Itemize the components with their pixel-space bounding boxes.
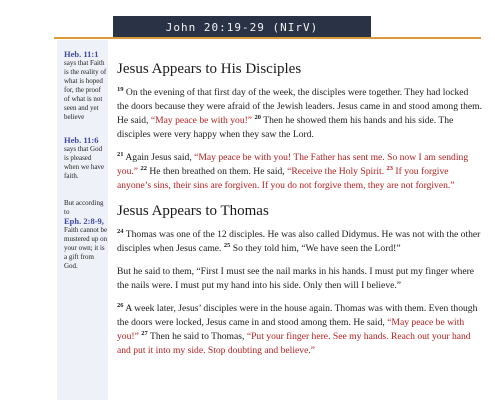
verse-text: A week later, Jesus’ disciples were in the house again. Thomas was with them. Even though the doors were locked, Jesus came in and stood among them. He said, xyxy=(117,303,478,328)
note-text: says that God is pleased when we have faith. xyxy=(64,145,105,180)
verse-number: 22 xyxy=(140,164,147,172)
header-divider xyxy=(54,37,481,39)
paragraph-verse-24-25 xyxy=(117,228,482,256)
section-heading: Jesus Appears to His Disciples xyxy=(117,61,302,77)
verse-number: 26 xyxy=(117,301,124,309)
verse-text: Then he showed them his hands and his side. The disciples were very happy when they saw the Lord. xyxy=(117,115,454,140)
jesus-words: “May peace be with you! The Father has sent me. So now I am sending you.” xyxy=(117,152,469,177)
verse-text: But he said to them, “First I must see the nail marks in his hands. I must put my finger where the nails were. I must put my hand into his side. Only then will I believe.” xyxy=(117,266,475,291)
verse-text: Then he said to Thomas, xyxy=(149,331,245,342)
paragraph-verse-19-20 xyxy=(117,86,482,142)
verse-number: 27 xyxy=(141,329,148,337)
note-text: says that Faith is the reality of what is hoped for, the proof of what is not seen and yet believe xyxy=(64,59,107,121)
verse-text: He then breathed on them. He said, xyxy=(149,166,285,177)
passage-reference: John 20:19-29 (NIrV) xyxy=(165,20,319,34)
verse-number: 19 xyxy=(117,85,124,93)
verse-number: 21 xyxy=(117,150,124,158)
paragraph-verse-26-27 xyxy=(117,302,482,358)
jesus-words: “May peace be with you!” xyxy=(117,317,465,342)
verse-text: So they told him, “We have seen the Lord!” xyxy=(232,243,401,254)
verse-number: 23 xyxy=(386,164,394,172)
sidebar-note-eph-2-8-9 xyxy=(64,199,108,271)
note-reference[interactable]: Heb. 11:6 xyxy=(64,135,99,145)
verse-text: Again Jesus said, xyxy=(125,152,192,163)
note-reference[interactable]: Eph. 2:8-9, xyxy=(64,216,104,226)
jesus-words: “Receive the Holy Spirit. xyxy=(287,166,385,177)
verse-text: On the evening of that first day of the week, the disciples were together. They had locked the doors because they were afraid of the Jewish leaders. Jesus came in and stood among them. He said, xyxy=(117,87,482,126)
note-reference[interactable]: Heb. 11:1 xyxy=(64,49,99,59)
section-heading: Jesus Appears to Thomas xyxy=(117,203,269,219)
sidebar-note-heb-11-6 xyxy=(64,136,108,181)
verse-number: 25 xyxy=(223,241,231,249)
note-intro: But according to xyxy=(64,199,104,216)
note-text: Faith cannot be mustered up on your own; it is a gift from God. xyxy=(64,226,108,270)
paragraph-verse-21-23 xyxy=(117,151,482,193)
verse-number: 20 xyxy=(254,113,261,121)
passage-body xyxy=(117,60,482,367)
sidebar-notes xyxy=(57,40,108,400)
sidebar-note-heb-11-1 xyxy=(64,50,108,122)
jesus-words: If you forgive anyone’s sins, their sins are forgiven. If you do not forgive them, they are not forgiven.” xyxy=(117,166,455,191)
jesus-words: “Put your finger here. See my hands. Reach out your hand and put it into my side. Stop doubting and believe.” xyxy=(117,331,471,356)
verse-number: 24 xyxy=(117,227,124,235)
jesus-words: “May peace be with you!” xyxy=(150,115,253,126)
verse-text: Thomas was one of the 12 disciples. He was also called Didymus. He was not with the other disciples when Jesus came. xyxy=(117,229,481,254)
passage-header xyxy=(113,16,371,38)
paragraph-thomas-reply xyxy=(117,265,482,293)
